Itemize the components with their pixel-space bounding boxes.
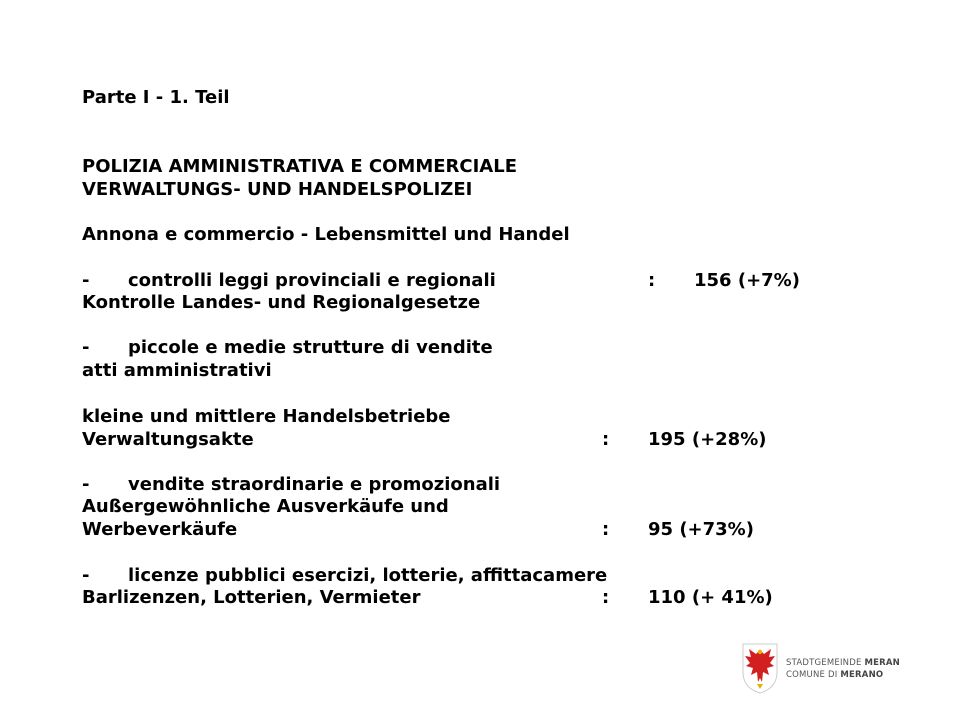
item-label-it-2: atti amministrativi — [82, 360, 272, 381]
subsection-title: Annona e commercio - Lebensmittel und Handel — [82, 224, 570, 245]
item-label-it: vendite straordinarie e promozionali — [128, 474, 501, 495]
section-title-de: VERWALTUNGS- UND HANDELSPOLIZEI — [82, 179, 473, 200]
item-label-de: Kontrolle Landes- und Regionalgesetze — [82, 292, 481, 313]
item-value: 95 (+73%) — [648, 519, 754, 540]
item-label-it: piccole e medie strutture di vendite — [128, 337, 493, 358]
item-label-de-2: Verwaltungsakte — [82, 429, 254, 450]
item-value: 110 (+ 41%) — [648, 587, 773, 608]
municipality-logo — [740, 642, 900, 694]
item-dash: - — [82, 337, 90, 358]
heading: Parte I - 1. Teil — [82, 87, 230, 108]
logo-text-de: STADTGEMEINDE MERAN — [786, 658, 900, 668]
item-label-de-1: kleine und mittlere Handelsbetriebe — [82, 406, 451, 427]
item-colon: : — [602, 429, 610, 450]
item-label-de: Barlizenzen, Lotterien, Vermieter — [82, 587, 421, 608]
item-value: 156 (+7%) — [694, 270, 800, 291]
item-value: 195 (+28%) — [648, 429, 767, 450]
section-title-it: POLIZIA AMMINISTRATIVA E COMMERCIALE — [82, 156, 517, 177]
item-label-it: licenze pubblici esercizi, lotterie, affittacamere — [128, 565, 608, 586]
item-colon: : — [602, 587, 610, 608]
logo-text-it: COMUNE DI MERANO — [786, 670, 884, 680]
eagle-emblem-icon — [740, 642, 780, 694]
item-colon: : — [648, 270, 656, 291]
item-dash: - — [82, 270, 90, 291]
item-label-it: controlli leggi provinciali e regionali — [128, 270, 496, 291]
item-label-de-1: Außergewöhnliche Ausverkäufe und — [82, 496, 449, 517]
item-dash: - — [82, 474, 90, 495]
item-label-de-2: Werbeverkäufe — [82, 519, 238, 540]
item-colon: : — [602, 519, 610, 540]
item-dash: - — [82, 565, 90, 586]
